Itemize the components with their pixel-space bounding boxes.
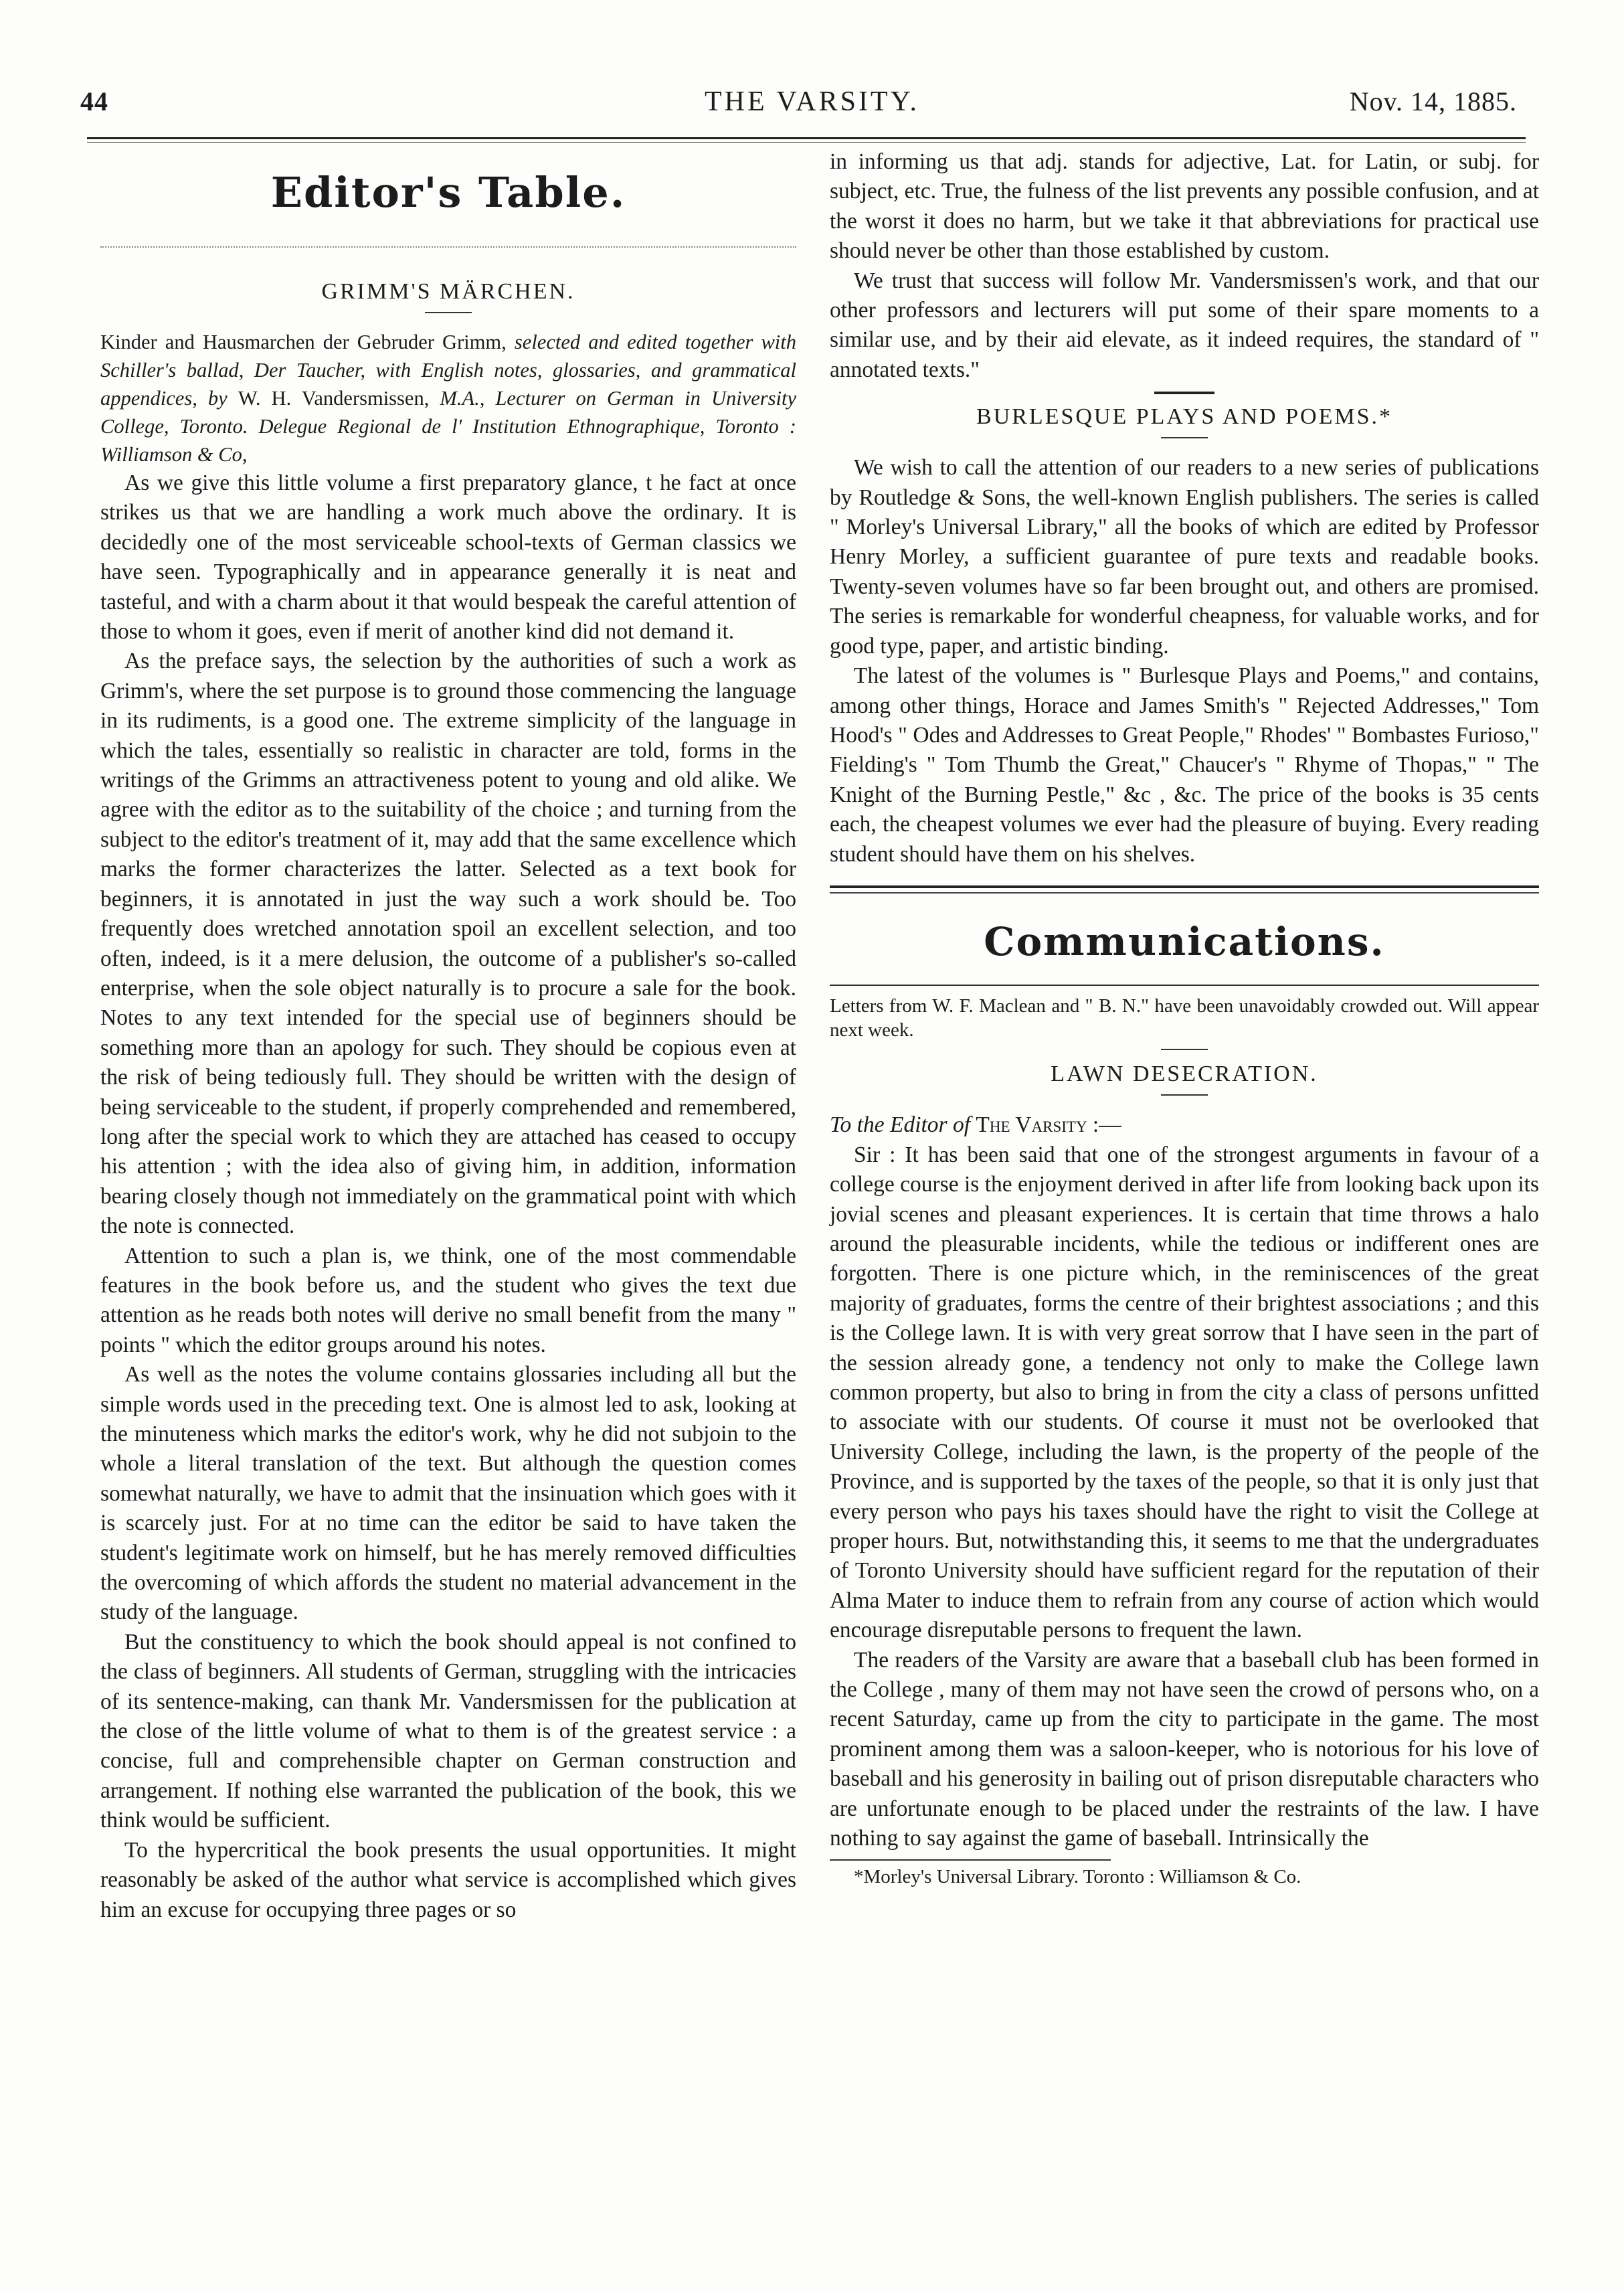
burlesque-paragraph: The latest of the volumes is " Burlesque Plays and Poems," and contains, among other things, Horace and James Smith's " Rejected Addresses," Tom Hood's " Odes and Addresses to Great People," Rhodes' " Bombastes Furioso," Fielding's " Tom Thumb the Great," Chaucer's " Rhyme of Thopas," " The Knight of the Burning Pestle," &c , &c. The price of the books is 35 cents each, the cheapest volumes we ever had the pleasure of buying. Every reading student should have them on his shelves. bbox=[830, 663, 1539, 867]
publication-title: THE VARSITY. bbox=[704, 86, 920, 117]
communications-heading: Communications. bbox=[984, 918, 1385, 964]
communications-rule bbox=[830, 985, 1539, 986]
footnote: *Morley's Universal Library. Toronto : Williamson & Co. bbox=[854, 1865, 1301, 1887]
citation-credentials: M.A., Lecturer on German in University College, Toronto. Delegue Regional de l' Institution Ethnographique, Toronto : Williamson & Co, bbox=[100, 387, 796, 466]
article-title-burlesque: BURLESQUE PLAYS AND POEMS.* bbox=[976, 404, 1392, 430]
title-underline bbox=[1161, 437, 1208, 438]
citation-author: W. H. Vandersmissen, bbox=[238, 387, 440, 410]
article-title-grimm: GRIMM'S MÄRCHEN. bbox=[321, 279, 575, 304]
letter-paragraph: Sir : It has been said that one of the strongest arguments in favour of a college course is the enjoyment derived in after life from looking back upon its jovial scenes and pleasant experiences. It is certain that time throws a halo around the pleasurable incidents, while the tedious or indifferent ones are forgotten. There is one picture which, in the reminiscences of the great majority of graduates, forms the centre of their brightest associations ; and this is the College lawn. It is with very great sorrow that I have seen in the part of the session already gone, a tendency not only to make the College lawn common property, but also to bring in from the city a class of persons unfitted to associate with our students. Of course it must not be overlooked that University College, including the lawn, is the property of the people of the Province, and is supported by the taxes of the people, so that it is only just that every person who pays his taxes should have the right to visit the College at proper hours. But, notwithstanding this, it seems to me that the undergraduates of Toronto University should have sufficient regard for the reputation of their Alma Mater to induce them to refrain from any course of action which would encourage disreputable persons to frequent the lawn. bbox=[830, 1142, 1539, 1643]
title-underline bbox=[1161, 1094, 1208, 1096]
letter-salutation bbox=[830, 1110, 1539, 1140]
letters-notice: Letters from W. F. Maclean and " B. N." have been unavoidably crowded out. Will appear next week. bbox=[830, 995, 1539, 1041]
letter-paragraph: The readers of the Varsity are aware that a baseball club has been formed in the College , many of them may not have seen the crowd of persons who, on a recent Saturday, came up from the city to participate in the game. The most prominent among them was a saloon-keeper, who is notorious for his love of baseball and his generosity in bailing out of prison disreputable characters who are unfortunate enough to be placed under the restraints of the law. I have nothing to say against the game of baseball. Intrinsically the bbox=[830, 1647, 1539, 1851]
dotted-divider bbox=[100, 246, 796, 248]
salutation-name: The Varsity :— bbox=[976, 1112, 1121, 1138]
notice-divider bbox=[1161, 1049, 1208, 1050]
issue-date: Nov. 14, 1885. bbox=[1349, 86, 1517, 116]
page-number: 44 bbox=[80, 86, 108, 116]
review-paragraph: As we give this little volume a first preparatory glance, t he fact at once strikes us that we are handling a work much above the ordinary. It is decidedly one of the most serviceable school-texts of German classics we have seen. Typographically and in appearance generally it is neat and tasteful, and with a charm about it that would bespeak the careful attention of those to whom it goes, even if merit of another kind did not demand it. bbox=[100, 471, 796, 645]
editors-table-heading: Editor's Table. bbox=[270, 168, 626, 217]
right-column bbox=[830, 147, 1539, 1889]
review-paragraph: Attention to such a plan is, we think, one of the most commendable features in the book before us, and the student who gives the text due attention as he reads both notes will derive no small benefit from the many " points " which the editor groups around his notes. bbox=[100, 1243, 796, 1357]
footnote-rule bbox=[830, 1859, 1111, 1861]
header-rule bbox=[87, 137, 1526, 139]
citation-description: selected and edited together with Schiller's ballad, Der Taucher, with English notes, glossaries, and grammatical appendices, by bbox=[100, 331, 797, 410]
title-underline bbox=[425, 312, 472, 313]
review-paragraph: As the preface says, the selection by the authorities of such a work as Grimm's, where the set purpose is to ground those commencing the language in its rudiments, is a good one. The extreme simplicity of the language in which the tales, essentially so realistic in character are told, forms in the writings of the Grimms an attractiveness potent to young and old alike. We agree with the editor as to the suitability of the choice ; and turning from the subject to the editor's treatment of it, may add that the same excellence which marks the former characterizes the latter. Selected as a text book for beginners, it is annotated in just the way such a work should be. Too frequently does wretched annotation spoil an excellent selection, and too often, indeed, is it a mere delusion, the outcome of a publisher's so-called enterprise, when the sole object naturally is to procure a sale for the book. Notes to any text intended for the special use of beginners should be something more than an apology for such. They should be copious even at the risk of being tediously full. They should be written with the design of being serviceable to the student, if properly comprehended and remembered, long after the special work to which they are attached has ceased to occupy his attention ; with the idea also of giving him, in addition, information bearing closely though not immediately on the grammatical point with which the note is connected. bbox=[100, 649, 796, 1239]
article-title-lawn: LAWN DESECRATION. bbox=[1051, 1061, 1318, 1087]
header-rule-thin bbox=[87, 142, 1526, 143]
section-divider bbox=[1154, 392, 1214, 394]
review-paragraph: To the hypercritical the book presents the usual opportunities. It might reasonably be asked of the author what service is accomplished which gives him an excuse for occupying three pages or so bbox=[100, 1837, 796, 1922]
left-column bbox=[100, 147, 796, 1925]
review-paragraph: But the constituency to which the book should appeal is not confined to the class of beginners. All students of German, struggling with the intricacies of its sentence-making, can thank Mr. Vandersmissen for the publication at the close of the little volume of what to them is of the greatest service : a concise, full and comprehensible chapter on German construction and arrangement. If nothing else warranted the publication of the book, this we think would be sufficient. bbox=[100, 1629, 796, 1833]
salutation-prefix: To the Editor of bbox=[830, 1112, 976, 1138]
citation-title: Kinder and Hausmarchen der Gebruder Grimm, bbox=[100, 331, 515, 353]
double-divider bbox=[830, 885, 1539, 894]
book-citation bbox=[100, 328, 796, 469]
review-closing: We trust that success will follow Mr. Vandersmissen's work, and that our other professors and lecturers will put some of their spare moments to a similar use, and by their aid elevate, as it indeed requires, the standard of " annotated texts." bbox=[830, 268, 1539, 382]
burlesque-paragraph: We wish to call the attention of our readers to a new series of publications by Routledge & Sons, the well-known English publishers. The series is called " Morley's Universal Library," all the books of which are edited by Professor Henry Morley, a sufficient guarantee of pure texts and readable books. Twenty-seven volumes have so far been brought out, and others are promised. The series is remarkable for wonderful cheapness, for valuable works, and for good type, paper, and artistic binding. bbox=[830, 455, 1539, 659]
review-continuation: in informing us that adj. stands for adjective, Lat. for Latin, or subj. for subject, etc. True, the fulness of the list prevents any possible confusion, and at the worst it does no harm, but we take it that abbreviations for practical use should never be other than those established by custom. bbox=[830, 149, 1539, 264]
review-paragraph: As well as the notes the volume contains glossaries including all but the simple words used in the preceding text. One is almost led to ask, looking at the minuteness which marks the editor's work, why he did not subjoin to the whole a literal translation of the text. But although the question comes somewhat naturally, we have to admit that the insinuation which goes with it is scarcely just. For at no time can the editor be said to have taken the student's legitimate work on himself, but he has merely removed difficulties the overcoming of which affords the student no material advancement in the study of the language. bbox=[100, 1362, 796, 1625]
